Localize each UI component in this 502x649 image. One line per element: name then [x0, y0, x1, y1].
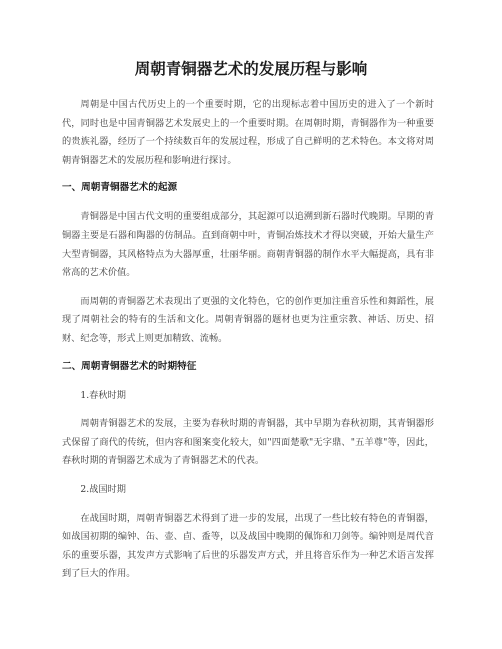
- warring-states-paragraph: 在战国时期，周朝青铜器艺术得到了进一步的发展，出现了一些比较有特色的青铜器，如战国初期的编钟、缶、壶、卣、盉等，以及战国中晚期的佩饰和刀剑等。编钟则是周代音乐的重要乐器，其发声方式影响了后世的乐器发声方式，并且将音乐作为一种艺术语言发挥到了巨大的作用。: [62, 512, 434, 580]
- origin-paragraph-2: 而周朝的青铜器艺术表现出了更强的文化特色，它的创作更加注重音乐性和舞蹈性，展现了周朝社会的特有的生活和文化。周朝青铜器的题材也更为注重宗教、神话、历史、招财、纪念等，形式上则更加精致、流畅。: [62, 295, 434, 344]
- section-heading-periods: 二、周朝青铜器艺术的时期特征: [62, 360, 197, 372]
- document-title: 周朝青铜器艺术的发展历程与影响: [134, 60, 368, 78]
- spring-autumn-paragraph: 周朝青铜器艺术的发展，主要为春秋时期的青铜器，其中早期为春秋初期，其青铜器形式保留了商代的传统，但内容和图案变化较大，如"四面楚歌"无字鼎、"五羊尊"等，因此，春秋时期的青铜器艺术成为了青铜器艺术的代表。: [62, 418, 434, 467]
- subsection-label-warring-states: 2.战国时期: [80, 483, 126, 495]
- subsection-label-spring-autumn: 1.春秋时期: [80, 389, 126, 401]
- intro-paragraph: 周朝是中国古代历史上的一个重要时期，它的出现标志着中国历史的进入了一个新时代，同时也是中国青铜器艺术发展史上的一个重要时期。在周朝时期，青铜器作为一种重要的贵族礼器，经历了一个持续数百年的发展过程，形成了自己鲜明的艺术特色。本文将对周朝青铜器艺术的发展历程和影响进行探讨。: [62, 99, 434, 166]
- section-heading-origin: 一、周朝青铜器艺术的起源: [62, 182, 178, 194]
- document-body: [62, 96, 434, 594]
- origin-paragraph-1: 青铜器是中国古代文明的重要组成部分，其起源可以追溯到新石器时代晚期。早期的青铜器主要是石器和陶器的仿制品。直到商朝中叶，青铜冶炼技术才得以突破，开始大量生产大型青铜器，其风格特点为大器厚重，壮丽华丽。商朝青铜器的制作水平大幅提高，具有非常高的艺术价值。: [62, 211, 434, 279]
